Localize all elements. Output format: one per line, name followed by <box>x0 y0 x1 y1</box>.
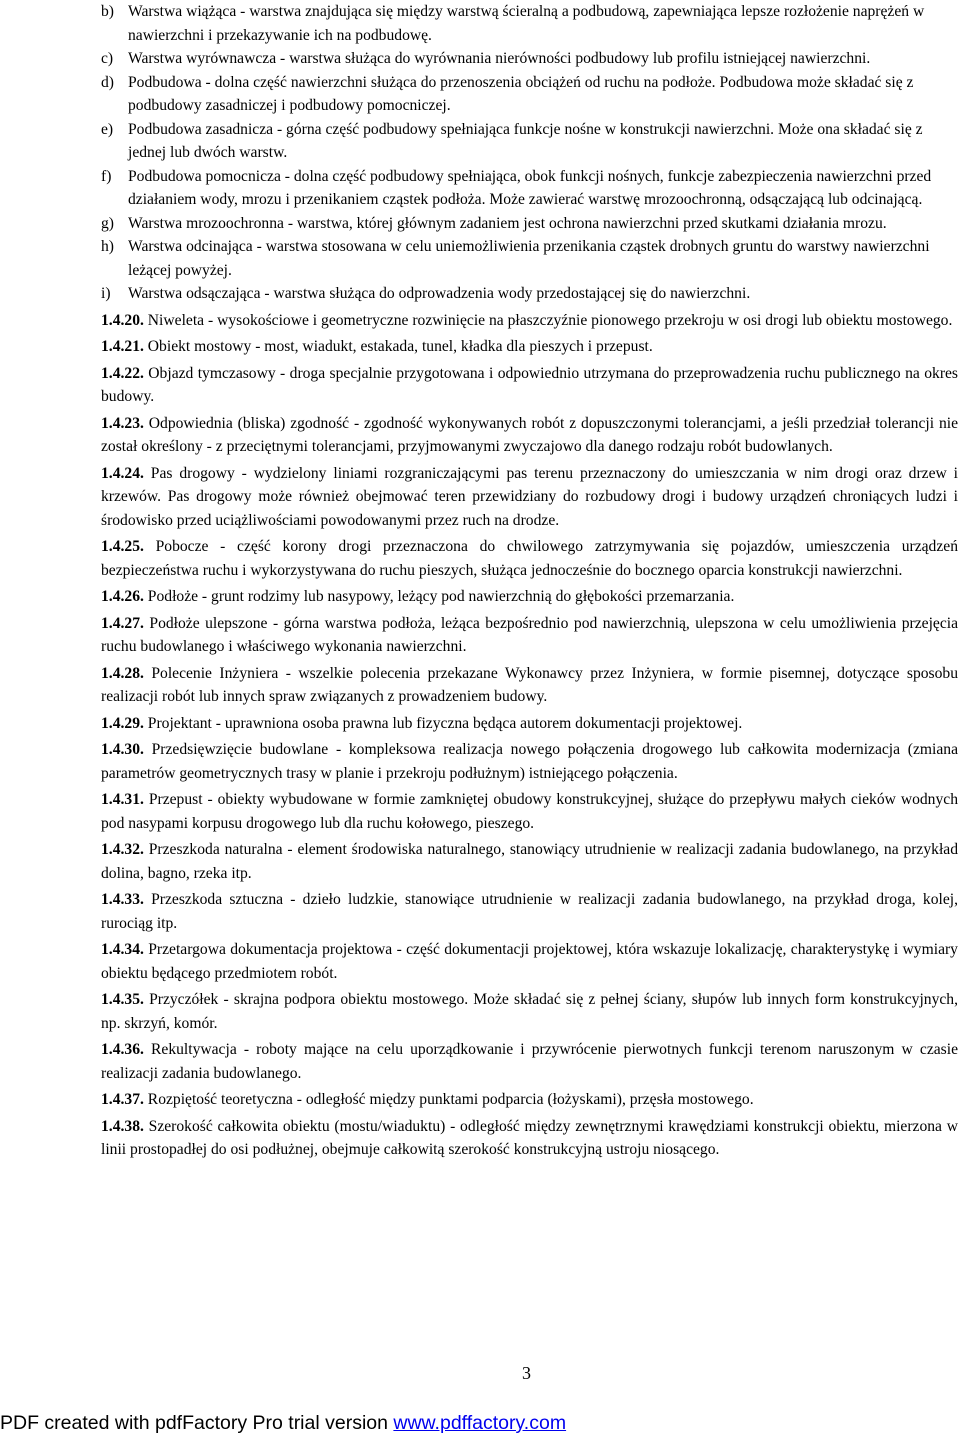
definition-paragraph <box>101 788 958 835</box>
list-item-label: b) <box>101 3 114 20</box>
list-item-text: Podbudowa - dolna część nawierzchni służąca do przenoszenia obciążeń od ruchu na podłoże. Podbudowa może składać się z podbudowy zasadniczej i podbudowy pomocniczej. <box>128 73 914 114</box>
definition-text: Rekultywacja - roboty mające na celu uporządkowanie i przywrócenie pierwotnych funkcji terenom naruszonym w czasie realizacji zadania budowlanego. <box>101 1041 958 1082</box>
definition-text: Szerokość całkowita obiektu (mostu/wiaduktu) - odległość między zewnętrznymi krawędziami konstrukcji obiektu, mierzona w linii prostopadłej do osi podłużnej, obejmuje całkowitą szerokość konstrukcyjną ustroju niosącego. <box>101 1117 958 1158</box>
list-item-text: Warstwa wyrównawcza - warstwa służąca do wyrównania nierówności podbudowy lub profilu istniejącej nawierzchni. <box>128 50 871 67</box>
definition-text: Przeszkoda naturalna - element środowiska naturalnego, stanowiący utrudnienie w realizacji zadania budowlanego, na przykład dolina, bagno, rzeka itp. <box>101 841 959 882</box>
definition-text: Obiekt mostowy - most, wiadukt, estakada, tunel, kładka dla pieszych i przepust. <box>147 338 653 355</box>
definition-paragraph <box>101 838 958 885</box>
definition-text: Niweleta - wysokościowe i geometryczne rozwinięcie na płaszczyźnie pionowego przekroju w osi drogi lub obiektu mostowego. <box>147 311 953 329</box>
list-item <box>101 47 958 71</box>
definition-text: Podłoże - grunt rodzimy lub nasypowy, leżący pod nawierzchnią do głębokości przemarzania. <box>147 588 735 605</box>
list-item-label: c) <box>101 50 114 67</box>
list-item <box>101 165 958 212</box>
definition-number: 1.4.31. <box>101 791 144 808</box>
definition-text: Przyczółek - skrajna podpora obiektu mostowego. Może składać się z pełnej ściany, słupów lub innych form konstrukcyjnych, np. skrzyń, komór. <box>101 991 958 1032</box>
definition-number: 1.4.23. <box>101 414 144 432</box>
definition-text: Polecenie Inżyniera - wszelkie polecenia przekazane Wykonawcy przez Inżyniera, w formie pisemnej, dotyczące sposobu realizacji robót lub innych spraw związanych z prowadzeniem budowy. <box>101 664 958 705</box>
definition-number: 1.4.37. <box>101 1091 144 1108</box>
list-item <box>101 212 958 236</box>
definition-paragraph <box>101 938 958 985</box>
definition-number: 1.4.24. <box>101 464 144 482</box>
definition-paragraph <box>101 335 958 359</box>
list-item <box>101 282 958 306</box>
definition-number: 1.4.35. <box>101 991 144 1008</box>
document-body <box>101 0 958 1165</box>
definition-number: 1.4.34. <box>101 941 144 958</box>
definition-text: Przetargowa dokumentacja projektowa - część dokumentacji projektowej, która wskazuje lokalizację, charakterystykę i wymiary obiektu będącego przedmiotem robót. <box>101 941 958 982</box>
definition-text: Przedsięwzięcie budowlane - kompleksowa realizacja nowego połączenia drogowego lub całkowita modernizacja (zmiana parametrów geometrycznych trasy w planie i przekroju podłużnym) istniejącego połączenia. <box>101 741 958 782</box>
list-item <box>101 0 958 47</box>
definitions-list <box>101 309 958 1162</box>
definition-number: 1.4.21. <box>101 338 144 355</box>
definition-paragraph <box>101 1038 958 1085</box>
list-item <box>101 71 958 118</box>
definition-paragraph <box>101 412 958 459</box>
definition-paragraph <box>101 362 958 409</box>
definition-paragraph <box>101 988 958 1035</box>
list-item-label: g) <box>101 214 114 232</box>
definition-number: 1.4.20. <box>101 311 144 329</box>
definition-text: Projektant - uprawniona osoba prawna lub fizyczna będąca autorem dokumentacji projektowej. <box>147 714 743 732</box>
definition-paragraph <box>101 888 958 935</box>
definition-text: Pobocze - część korony drogi przeznaczona do chwilowego zatrzymywania się pojazdów, umieszczenia urządzeń bezpieczeństwa ruchu i wykorzystywana do ruchu pieszych, służąca jednocześnie do bocznego oparcia konstrukcji nawierzchni. <box>101 538 958 579</box>
layer-list <box>101 0 958 306</box>
list-item-text: Warstwa mrozoochronna - warstwa, której głównym zadaniem jest ochrona nawierzchni przed skutkami działania mrozu. <box>128 214 887 232</box>
definition-paragraph <box>101 535 958 582</box>
list-item-text: Podbudowa zasadnicza - górna część podbudowy spełniająca funkcje nośne w konstrukcji nawierzchni. Może ona składać się z jednej lub dwóch warstw. <box>128 120 923 161</box>
list-item-text: Warstwa odsączająca - warstwa służąca do odprowadzenia wody przedostającej się do nawierzchni. <box>128 285 751 302</box>
list-item-label: h) <box>101 238 114 255</box>
definition-number: 1.4.26. <box>101 588 144 605</box>
definition-number: 1.4.36. <box>101 1041 144 1058</box>
definition-text: Podłoże ulepszone - górna warstwa podłoża, leżąca bezpośrednio pod nawierzchnią, ulepszona w celu umożliwienia przejęcia ruchu budowlanego i właściwego wykonania nawierzchni. <box>101 614 958 655</box>
definition-number: 1.4.22. <box>101 364 144 382</box>
footer-text: PDF created with pdfFactory Pro trial version <box>0 1412 394 1434</box>
definition-paragraph <box>101 462 958 533</box>
list-item-label: e) <box>101 120 114 138</box>
list-item-text: Warstwa wiążąca - warstwa znajdująca się między warstwą ścieralną a podbudową, zapewniająca lepsze rozłożenie naprężeń w nawierzchni i przekazywanie ich na podbudowę. <box>128 3 925 44</box>
definition-number: 1.4.27. <box>101 614 144 632</box>
pdf-footer <box>0 1410 960 1436</box>
list-item-text: Podbudowa pomocnicza - dolna część podbudowy spełniająca, obok funkcji nośnych, funkcje zabezpieczenia nawierzchni przed działaniem wody, mrozu i przenikaniem cząstek podłoża. Może zawierać warstwę mrozoochronną, odsączającą lub odcinającą. <box>128 167 932 208</box>
definition-number: 1.4.25. <box>101 538 144 555</box>
definition-paragraph <box>101 1088 958 1112</box>
definition-text: Pas drogowy - wydzielony liniami rozgraniczającymi pas terenu przeznaczony do umieszczania w nim drogi oraz drzew i krzewów. Pas drogowy może również obejmować teren przewidziany do rozbudowy drogi i budowy urządzeń chroniących ludzi i środowisko przed uciążliwościami powodowanymi przez ruch na drodze. <box>101 464 958 529</box>
definition-paragraph <box>101 612 958 659</box>
list-item-label: f) <box>101 167 112 185</box>
definition-paragraph <box>101 738 958 785</box>
list-item-label: d) <box>101 73 114 91</box>
page-number: 3 <box>522 1363 531 1383</box>
definition-number: 1.4.38. <box>101 1117 144 1135</box>
list-item-text: Warstwa odcinająca - warstwa stosowana w celu uniemożliwienia przenikania cząstek drobnych gruntu do warstwy nawierzchni leżącej powyżej. <box>128 238 930 279</box>
definition-paragraph <box>101 585 958 609</box>
definition-paragraph <box>101 1115 958 1162</box>
definition-number: 1.4.28. <box>101 664 144 682</box>
definition-text: Odpowiednia (bliska) zgodność - zgodność wykonywanych robót z dopuszczonymi tolerancjami, a jeśli przedział tolerancji nie został określony - z przeciętnymi tolerancjami, przyjmowanymi zwyczajowo dla danego rodzaju robót budowlanych. <box>101 414 958 455</box>
definition-text: Rozpiętość teoretyczna - odległość między punktami podparcia (łożyskami), przęsła mostowego. <box>147 1091 754 1108</box>
list-item <box>101 118 958 165</box>
list-item <box>101 235 958 282</box>
definition-paragraph <box>101 712 958 736</box>
definition-paragraph <box>101 309 958 333</box>
footer-link[interactable]: www.pdffactory.com <box>393 1412 567 1434</box>
list-item-label: i) <box>101 285 111 302</box>
definition-number: 1.4.32. <box>101 841 144 858</box>
definition-text: Przeszkoda sztuczna - dzieło ludzkie, stanowiące utrudnienie w realizacji zadania budowlanego, na przykład droga, kolej, rurociąg itp. <box>101 891 958 932</box>
definition-paragraph <box>101 662 958 709</box>
definition-number: 1.4.33. <box>101 891 144 908</box>
definition-text: Przepust - obiekty wybudowane w formie zamkniętej obudowy konstrukcyjnej, służące do przepływu małych cieków wodnych pod nasypami korpusu drogowego lub dla ruchu kołowego, pieszego. <box>101 791 958 832</box>
definition-number: 1.4.30. <box>101 741 144 758</box>
definition-text: Objazd tymczasowy - droga specjalnie przygotowana i odpowiednio utrzymana do przeprowadzenia ruchu publicznego na okres budowy. <box>101 364 958 405</box>
definition-number: 1.4.29. <box>101 714 144 732</box>
